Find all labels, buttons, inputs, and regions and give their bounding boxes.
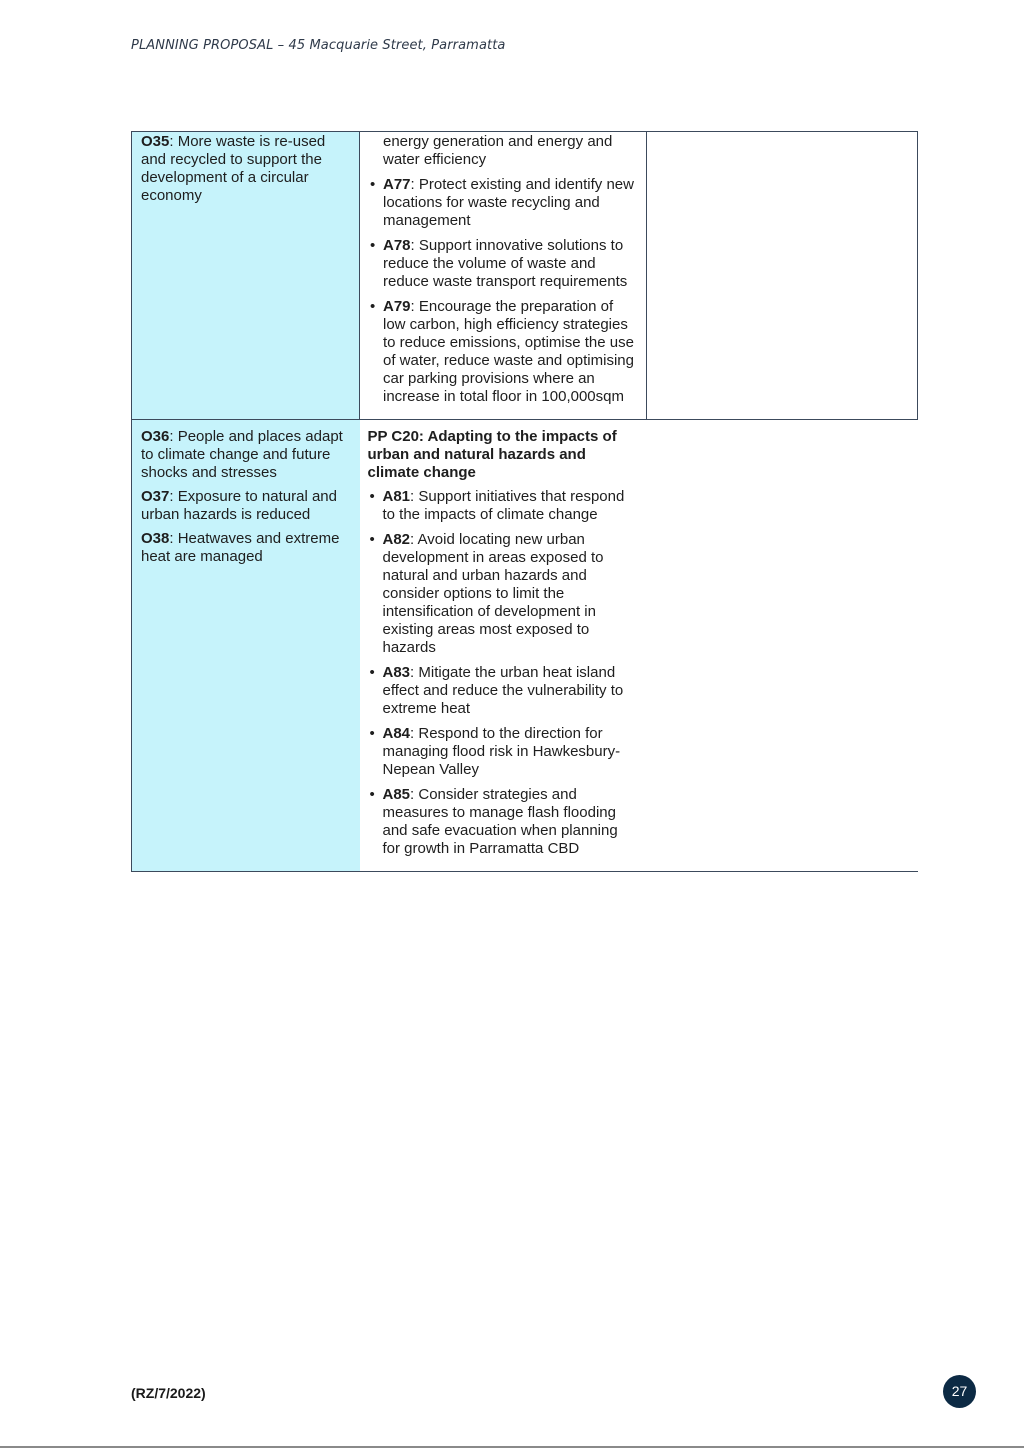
table-row bbox=[132, 420, 918, 872]
page-bottom-divider bbox=[0, 1446, 1024, 1448]
objectives-cell bbox=[132, 420, 360, 872]
strategy-alignment-table bbox=[131, 131, 918, 872]
continued-text: energy generation and energy and water efficiency bbox=[383, 133, 613, 168]
list-item: • A82: Avoid locating new urban development in areas exposed to natural and urban hazards and consider options to limit the intensification of development in existing areas most exposed to hazards bbox=[368, 531, 639, 657]
list-item: • A83: Mitigate the urban heat island effect and reduce the vulnerability to extreme heat bbox=[368, 664, 639, 718]
list-item: • A78: Support innovative solutions to reduce the volume of waste and reduce waste transport requirements bbox=[368, 237, 638, 291]
objective-item: O37: Exposure to natural and urban hazards is reduced bbox=[141, 488, 337, 523]
objective-item: O35: More waste is re-used and recycled to support the development of a circular economy bbox=[141, 133, 326, 204]
objectives-cell bbox=[132, 132, 360, 420]
action-list bbox=[368, 488, 639, 858]
consistency-cell bbox=[647, 132, 918, 420]
document-reference: (RZ/7/2022) bbox=[131, 1385, 206, 1401]
list-item: • A84: Respond to the direction for managing flood risk in Hawkesbury-Nepean Valley bbox=[368, 725, 639, 779]
table-row bbox=[132, 132, 918, 420]
planning-priority-heading: PP C20: Adapting to the impacts of urban and natural hazards and climate change bbox=[367, 428, 617, 481]
actions-cell bbox=[360, 132, 647, 420]
list-item: • A77: Protect existing and identify new locations for waste recycling and management bbox=[368, 176, 638, 230]
page-header-title: PLANNING PROPOSAL – 45 Macquarie Street, Parramatta bbox=[131, 38, 506, 53]
list-item: • A81: Support initiatives that respond to the impacts of climate change bbox=[368, 488, 639, 524]
actions-cell bbox=[360, 420, 647, 872]
consistency-cell bbox=[647, 420, 918, 872]
list-item: • A85: Consider strategies and measures to manage flash flooding and safe evacuation when planning for growth in Parramatta CBD bbox=[368, 786, 639, 858]
objective-item: O36: People and places adapt to climate change and future shocks and stresses bbox=[141, 428, 343, 481]
list-item: • A79: Encourage the preparation of low carbon, high efficiency strategies to reduce emissions, optimise the use of water, reduce waste and optimising car parking provisions where an increase in total floor in 100,000sqm bbox=[368, 298, 638, 406]
action-list bbox=[368, 176, 638, 406]
page-number-badge: 27 bbox=[943, 1375, 976, 1408]
objective-item: O38: Heatwaves and extreme heat are managed bbox=[141, 530, 340, 565]
